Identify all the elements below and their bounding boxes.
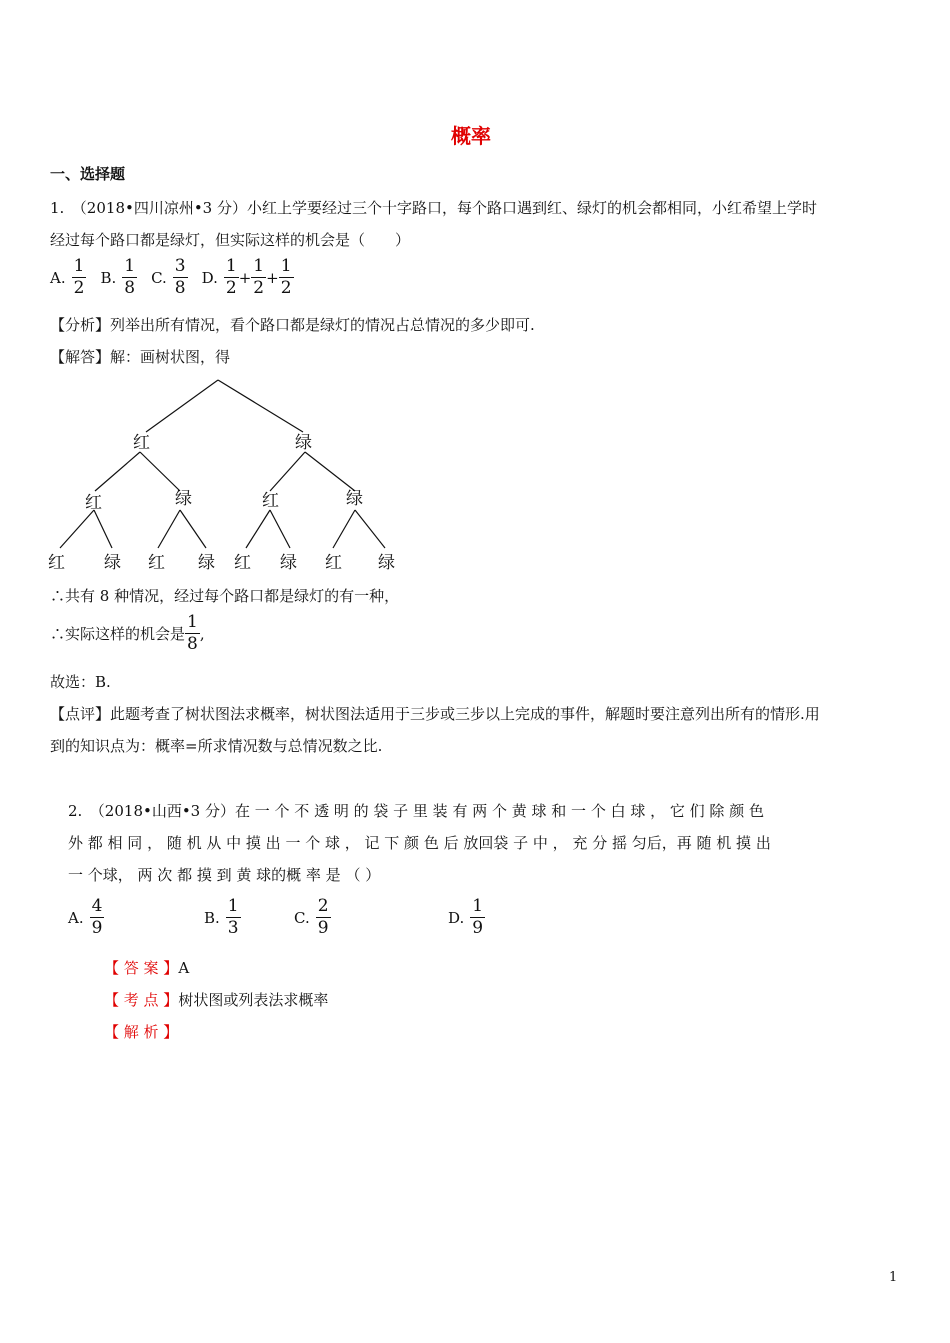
q1-option-a — [50, 258, 86, 297]
numerator: 1 — [73, 256, 85, 276]
tree-node: 红 — [262, 491, 279, 511]
tree-leaf: 绿 — [378, 553, 395, 573]
q2-answer-line — [104, 957, 189, 978]
q2-option-b-label: B. — [204, 908, 220, 927]
q1-option-a-label: A. — [50, 268, 66, 287]
tree-node: 红 — [133, 433, 150, 453]
tree-leaf: 绿 — [198, 553, 215, 573]
q1-comment-line1: 【点评】此题考查了树状图法求概率，树状图法适用于三步或三步以上完成的事件，解题时要注意列出所有的情形.用 — [50, 705, 820, 723]
q1-analysis: 【分析】列举出所有情况，看个路口都是绿灯的情况占总情况的多少即可. — [50, 316, 535, 334]
q1-option-d — [202, 258, 294, 297]
q1-option-b-fraction — [122, 258, 137, 297]
q1-solution: 【解答】解：画树状图，得 — [50, 348, 231, 366]
tree-leaf: 绿 — [280, 553, 297, 573]
q1-option-c-fraction — [173, 258, 188, 297]
denominator: 9 — [472, 918, 484, 938]
q2-option-d-label: D. — [448, 908, 465, 927]
q1-conclusion-2-suffix: , — [199, 624, 205, 643]
plus-sign: + — [238, 268, 252, 287]
denominator: 9 — [91, 918, 103, 938]
tree-diagram — [40, 376, 420, 576]
numerator: 3 — [174, 256, 186, 276]
tree-leaf: 绿 — [104, 553, 121, 573]
q1-option-b-label: B. — [100, 268, 117, 287]
tree-leaf: 红 — [234, 553, 251, 573]
q1-option-d-term1 — [224, 258, 239, 297]
q2-option-b-fraction — [226, 898, 241, 937]
q1-options — [50, 258, 308, 297]
q2-stem-line1: 2. （2018•山西•3 分）在 一 个 不 透 明 的 袋 子 里 装 有 两 个 黄 球 和 一 个 白 球 ， 它 们 除 颜 色 — [68, 802, 764, 820]
q2-option-c-fraction — [316, 898, 331, 937]
denominator: 2 — [280, 278, 292, 298]
denominator: 3 — [227, 918, 239, 938]
q1-option-c — [151, 258, 188, 297]
tree-node: 红 — [85, 493, 102, 513]
point-value: 树状图或列表法求概率 — [178, 991, 329, 1009]
q2-option-d — [448, 898, 485, 937]
q1-conclusion-2 — [50, 614, 205, 653]
q2-analysis-line — [104, 1021, 178, 1042]
q2-option-c — [294, 898, 434, 937]
q1-option-d-term2 — [251, 258, 266, 297]
tree-leaf: 红 — [325, 553, 342, 573]
answer-tag: 【 答 案 】 — [104, 959, 179, 977]
q1-option-c-label: C. — [151, 268, 167, 287]
answer-value: A — [178, 959, 190, 977]
numerator: 4 — [91, 896, 103, 916]
denominator: 2 — [253, 278, 265, 298]
q2-option-d-fraction — [470, 898, 485, 937]
q1-option-d-label: D. — [201, 268, 218, 287]
q1-stem-line2: 经过每个路口都是绿灯，但实际这样的机会是（ ） — [50, 231, 411, 249]
point-tag: 【 考 点 】 — [104, 991, 179, 1009]
q1-conclusion-fraction — [185, 614, 200, 653]
tree-node: 绿 — [346, 489, 363, 509]
q1-option-d-term3 — [279, 258, 294, 297]
q1-option-a-fraction — [72, 258, 87, 297]
page-title: 概率 — [451, 124, 491, 148]
q1-conclusion-1: ∴共有 8 种情况，经过每个路口都是绿灯的有一种， — [50, 587, 400, 605]
numerator: 1 — [225, 256, 237, 276]
q1-stem-line1: 1. （2018•四川凉州•3 分）小红上学要经过三个十字路口，每个路口遇到红、绿灯的机会都相同，小红希望上学时 — [50, 199, 817, 217]
q1-option-b — [100, 258, 137, 297]
page-number: 1 — [889, 1270, 898, 1285]
q2-stem-line2: 外 都 相 同 ， 随 机 从 中 摸 出 一 个 球 ， 记 下 颜 色 后 放回袋 子 中 ， 充 分 摇 匀后，再 随 机 摸 出 — [68, 834, 771, 852]
q2-option-b — [204, 898, 280, 937]
q2-point-line — [104, 989, 328, 1010]
tree-leaf: 红 — [48, 553, 65, 573]
q1-conclusion-2-text: ∴实际这样的机会是 — [50, 625, 186, 643]
denominator: 8 — [124, 278, 136, 298]
q2-option-a-fraction — [90, 898, 105, 937]
q1-comment-line2: 到的知识点为：概率=所求情况数与总情况数之比. — [50, 737, 383, 755]
numerator: 1 — [253, 256, 265, 276]
q2-option-a-label: A. — [68, 908, 84, 927]
tree-node: 绿 — [295, 433, 312, 453]
tree-node: 绿 — [175, 489, 192, 509]
q2-option-a — [68, 898, 190, 937]
numerator: 1 — [472, 896, 484, 916]
denominator: 9 — [317, 918, 329, 938]
numerator: 1 — [280, 256, 292, 276]
denominator: 2 — [225, 278, 237, 298]
denominator: 8 — [187, 634, 198, 654]
numerator: 2 — [317, 896, 329, 916]
q1-choice: 故选：B. — [50, 673, 111, 691]
section-heading: 一、选择题 — [50, 165, 126, 183]
numerator: 1 — [227, 896, 239, 916]
tree-leaf: 红 — [148, 553, 165, 573]
numerator: 1 — [124, 256, 136, 276]
q2-options — [68, 898, 499, 937]
plus-sign: + — [266, 268, 279, 287]
denominator: 8 — [174, 278, 186, 298]
q2-stem-line3: 一 个球， 两 次 都 摸 到 黄 球的概 率 是 （ ） — [68, 866, 381, 884]
numerator: 1 — [187, 612, 198, 632]
denominator: 2 — [73, 278, 85, 298]
q2-option-c-label: C. — [294, 908, 310, 927]
analysis-tag: 【 解 析 】 — [104, 1023, 179, 1041]
